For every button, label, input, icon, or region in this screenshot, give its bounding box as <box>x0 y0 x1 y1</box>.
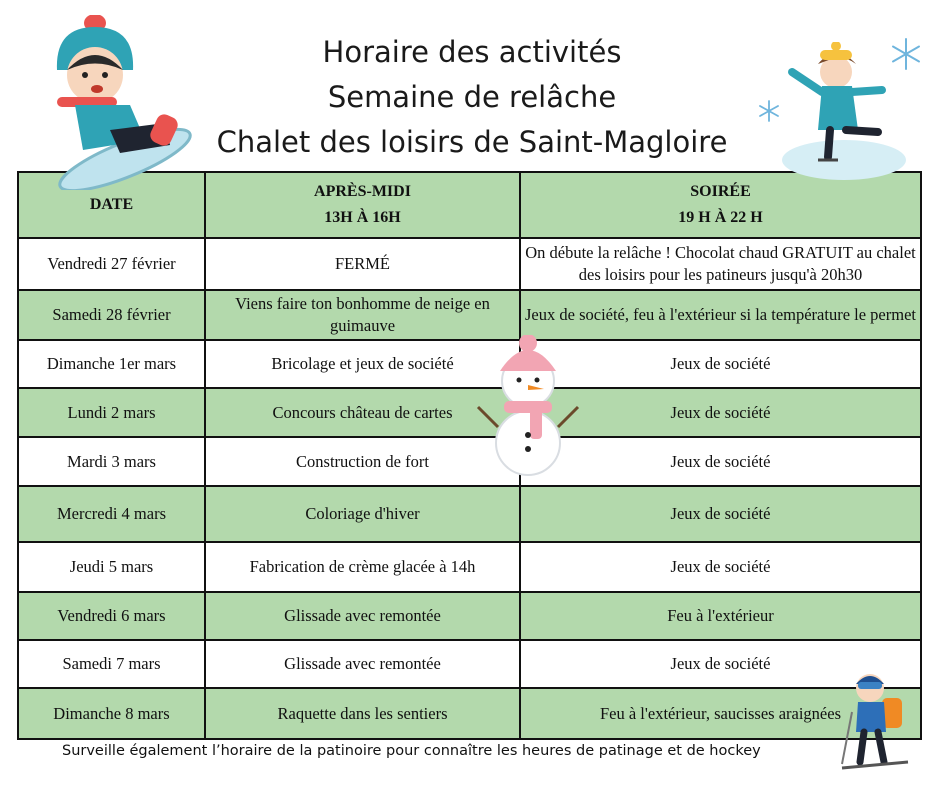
header-afternoon-hours: 13H À 16H <box>324 209 401 226</box>
row-date: Mercredi 4 mars <box>18 486 205 542</box>
row-date: Samedi 7 mars <box>18 640 205 688</box>
table-row <box>18 290 921 340</box>
row-date: Samedi 28 février <box>18 290 205 340</box>
row-evening: Feu à l'extérieur <box>520 592 921 640</box>
table-row <box>18 688 921 739</box>
row-afternoon: Viens faire ton bonhomme de neige en guimauve <box>205 290 520 340</box>
skier-kid-icon <box>838 668 912 776</box>
table-row <box>18 437 921 486</box>
row-evening: Jeux de société <box>520 640 921 688</box>
header-evening-title: SOIRÉE <box>690 183 751 200</box>
title-line-2: Semaine de relâche <box>327 80 617 114</box>
row-afternoon: Construction de fort <box>205 437 520 486</box>
header-afternoon <box>205 172 520 238</box>
header-evening-hours: 19 H À 22 H <box>678 209 763 226</box>
row-date: Mardi 3 mars <box>18 437 205 486</box>
table-row <box>18 640 921 688</box>
row-date: Vendredi 6 mars <box>18 592 205 640</box>
header-date: DATE <box>18 172 205 238</box>
title-line-1: Horaire des activités <box>322 35 622 69</box>
row-evening: Jeux de société <box>520 437 921 486</box>
page-title <box>150 30 794 165</box>
table-row <box>18 388 921 437</box>
row-date: Dimanche 8 mars <box>18 688 205 739</box>
row-afternoon: Glissade avec remontée <box>205 592 520 640</box>
table-row <box>18 340 921 388</box>
row-evening: Jeux de société <box>520 340 921 388</box>
row-afternoon: Raquette dans les sentiers <box>205 688 520 739</box>
table-row <box>18 238 921 290</box>
header-afternoon-title: APRÈS-MIDI <box>314 183 411 200</box>
table-row <box>18 486 921 542</box>
footer-note: Surveille également l’horaire de la patinoire pour connaître les heures de patinage et de hockey <box>62 743 761 759</box>
row-evening: Jeux de société, feu à l'extérieur si la température le permet <box>520 290 921 340</box>
sledding-kid-icon <box>35 15 195 190</box>
snowman-icon <box>476 335 580 477</box>
row-date: Lundi 2 mars <box>18 388 205 437</box>
snowflake-icon <box>757 99 781 123</box>
row-date: Vendredi 27 février <box>18 238 205 290</box>
snowflake-icon <box>889 37 923 71</box>
row-date: Jeudi 5 mars <box>18 542 205 592</box>
row-afternoon: FERMÉ <box>205 238 520 290</box>
row-evening: Jeux de société <box>520 542 921 592</box>
row-afternoon: Glissade avec remontée <box>205 640 520 688</box>
title-line-3: Chalet des loisirs de Saint-Magloire <box>216 125 728 159</box>
row-evening: Jeux de société <box>520 486 921 542</box>
table-row <box>18 592 921 640</box>
table-row <box>18 542 921 592</box>
row-evening: On débute la relâche ! Chocolat chaud GRATUIT au chalet des loisirs pour les patineurs jusqu'à 20h30 <box>520 238 921 290</box>
schedule-table <box>17 171 922 740</box>
row-evening: Jeux de société <box>520 388 921 437</box>
row-date: Dimanche 1er mars <box>18 340 205 388</box>
row-afternoon: Fabrication de crème glacée à 14h <box>205 542 520 592</box>
row-afternoon: Bricolage et jeux de société <box>205 340 520 388</box>
row-afternoon: Coloriage d'hiver <box>205 486 520 542</box>
row-afternoon: Concours château de cartes <box>205 388 520 437</box>
row-evening: Feu à l'extérieur, saucisses araignées <box>520 688 921 739</box>
